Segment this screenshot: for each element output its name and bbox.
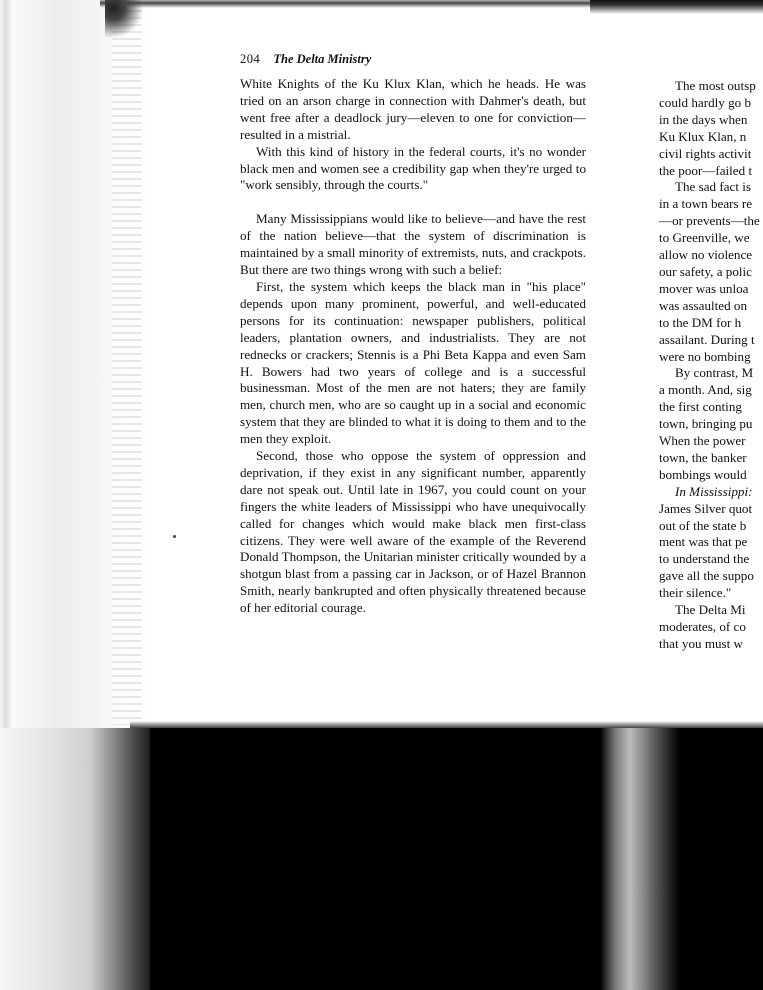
text-line: gave all the suppo — [659, 568, 754, 584]
text-line: out of the state b — [659, 517, 747, 533]
ink-speck — [173, 535, 176, 538]
text-line: Ku Klux Klan, n — [659, 128, 747, 144]
gutter-shadow — [112, 10, 142, 725]
text-line: town, bringing pu — [659, 416, 753, 432]
paragraph: First, the system which keeps the black man in "his place" depends upon many prominent, powerful, and well-educated persons for its continuation: newspaper publishers, political leaders, plantation owners, and industrialists. They are not rednecks or crackers; Stennis is a Phi Beta Kappa and even Sam H. Bowers had two years of college and is a successful businessman. Most of the men are not haters; they are family men, church men, who are so caught up in a social and economic system that they are blinded to what it is doing to them and to the men they exploit. — [240, 278, 586, 447]
text-line: a month. And, sig — [659, 382, 752, 398]
text-line: their silence." — [659, 585, 732, 601]
text-line: the poor—failed t — [659, 162, 753, 178]
paragraph: With this kind of history in the federal courts, it's no wonder black men and women see a credibility gap when they're urged to "work sensibly, through the courts." — [240, 143, 586, 193]
text-line: could hardly go b — [659, 94, 752, 110]
text-line: mover was unloa — [659, 280, 749, 296]
paragraph: White Knights of the Ku Klux Klan, which he heads. He was tried on an arson charge in connection with Dahmer's death, but went free after a deadlock jury—eleven to one for conviction—resulted in a mistrial. — [240, 76, 586, 142]
page-number: 204 — [240, 52, 261, 66]
text-line: was assaulted on — [659, 297, 747, 313]
text-line: in the days when — [659, 111, 748, 127]
text-line: James Silver quot — [659, 500, 753, 516]
text-line: bombings would — [659, 466, 747, 482]
text-line: moderates, of co — [659, 619, 746, 634]
text-line: that you must w — [659, 635, 744, 651]
text-line: —or prevents—the — [659, 213, 760, 229]
text-line: The most outsp — [675, 78, 756, 93]
text-line: were no bombing — [659, 348, 751, 364]
section-break — [240, 194, 586, 211]
running-header — [240, 52, 586, 70]
text-line: In Mississippi: — [675, 483, 753, 499]
text-line: to the DM for h — [659, 314, 742, 330]
text-line: the first conting — [659, 399, 742, 415]
text-line: assailant. During t — [659, 331, 755, 347]
text-line: to Greenville, we — [659, 230, 750, 246]
text-line: The Delta Mi — [675, 602, 746, 618]
paragraph: Second, those who oppose the system of oppression and deprivation, if they exist in any significant number, apparently dare not speak out. Until late in 1967, you could count on your fingers the white leaders of Mississippi who have unequivocally called for changes which would make black men first-class citizens. They were well aware of the example of the Reverend Donald Thompson, the Unitarian minister critically wounded by a shotgun blast from a passing car in Jackson, or of Hazel Brannon Smith, nearly bankrupted and often physically threatened because of her editorial courage. — [240, 448, 586, 616]
scan-artifact — [590, 0, 763, 14]
paragraph: Many Mississippians would like to believe—and have the rest of the nation believe—that the system of discrimination is maintained by a small minority of extremists, nuts, and crackpots. But there are two things wrong with such a belief: — [240, 211, 586, 278]
text-line: our safety, a polic — [659, 263, 752, 279]
text-line: When the power — [659, 433, 746, 449]
text-line: town, the banker — [659, 449, 747, 465]
text-line: The sad fact is — [675, 179, 751, 195]
text-line: ment was that pe — [659, 534, 748, 550]
text-line: By contrast, M — [675, 365, 754, 381]
text-line: allow no violence — [659, 247, 753, 263]
text-line: in a town bears re — [659, 196, 753, 212]
left-page — [240, 52, 586, 617]
text-line: to understand the — [659, 551, 750, 567]
text-line: civil rights activit — [659, 145, 752, 161]
running-title: The Delta Ministry — [273, 52, 372, 66]
right-page — [659, 78, 763, 651]
scanner-bed-band — [600, 728, 680, 990]
scan-artifact — [105, 0, 145, 40]
scanner-bed-left — [0, 728, 150, 990]
